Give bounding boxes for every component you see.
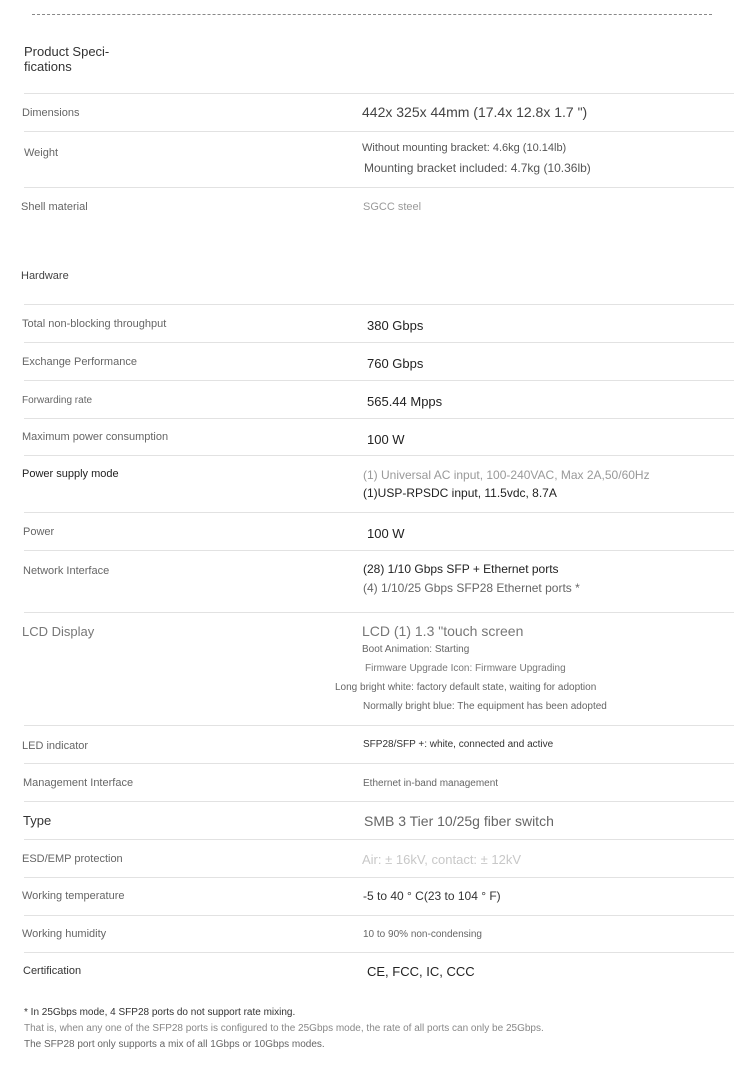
throughput-label: Total non-blocking throughput <box>22 318 167 330</box>
lcd-value-5: Normally bright blue: The equipment has been adopted <box>363 701 607 712</box>
lcd-value-3: Firmware Upgrade Icon: Firmware Upgrading <box>365 663 566 674</box>
row-divider <box>24 725 734 726</box>
temperature-value: -5 to 40 ° C(23 to 104 ° F) <box>363 889 501 903</box>
footnote-3: The SFP28 port only supports a mix of all 1Gbps or 10Gbps modes. <box>24 1039 325 1050</box>
row-divider <box>24 612 734 613</box>
esd-label: ESD/EMP protection <box>22 853 123 865</box>
row-divider <box>24 131 734 132</box>
footnote-2: That is, when any one of the SFP28 ports is configured to the 25Gbps mode, the rate of all ports can only be 25Gbps. <box>24 1023 544 1034</box>
page-title <box>24 44 144 74</box>
management-value: Ethernet in-band management <box>363 778 499 789</box>
title-line-2: fications <box>24 59 72 74</box>
row-divider <box>24 763 734 764</box>
humidity-label: Working humidity <box>22 928 107 940</box>
dashed-divider <box>32 14 712 15</box>
power-label: Power <box>23 526 55 538</box>
temperature-label: Working temperature <box>22 890 125 902</box>
led-value: SFP28/SFP +: white, connected and active <box>363 739 554 750</box>
network-value-2: (4) 1/10/25 Gbps SFP28 Ethernet ports * <box>363 581 580 595</box>
title-line-1: Product Speci- <box>24 44 110 59</box>
shell-material-label: Shell material <box>21 201 88 213</box>
lcd-value-2: Boot Animation: Starting <box>362 644 470 655</box>
throughput-value: 380 Gbps <box>367 318 424 333</box>
network-value-1: (28) 1/10 Gbps SFP + Ethernet ports <box>363 562 559 576</box>
supply-mode-label: Power supply mode <box>22 468 119 480</box>
lcd-label: LCD Display <box>22 624 95 639</box>
row-divider <box>24 801 734 802</box>
row-divider <box>24 418 734 419</box>
row-divider <box>24 839 734 840</box>
row-divider <box>24 877 734 878</box>
dimensions-label: Dimensions <box>22 107 80 119</box>
row-divider <box>24 455 734 456</box>
row-divider <box>24 915 734 916</box>
humidity-value: 10 to 90% non-condensing <box>363 929 482 940</box>
forwarding-label: Forwarding rate <box>22 395 93 406</box>
weight-value-2: Mounting bracket included: 4.7kg (10.36lb) <box>364 161 591 175</box>
footnote-1: * In 25Gbps mode, 4 SFP28 ports do not support rate mixing. <box>24 1007 296 1018</box>
supply-mode-value-2: (1)USP-RPSDC input, 11.5vdc, 8.7A <box>363 486 557 500</box>
row-divider <box>24 187 734 188</box>
type-value: SMB 3 Tier 10/25g fiber switch <box>364 813 554 829</box>
row-divider <box>24 512 734 513</box>
exchange-value: 760 Gbps <box>367 356 424 371</box>
led-label: LED indicator <box>22 740 89 752</box>
dimensions-value: 442x 325x 44mm (17.4x 12.8x 1.7 ") <box>362 104 588 120</box>
network-label: Network Interface <box>23 565 110 577</box>
row-divider <box>24 550 734 551</box>
management-label: Management Interface <box>23 777 134 789</box>
lcd-value-4: Long bright white: factory default state, waiting for adoption <box>335 682 597 693</box>
row-divider <box>24 93 734 94</box>
esd-value: Air: ± 16kV, contact: ± 12kV <box>362 852 522 867</box>
supply-mode-value-1: (1) Universal AC input, 100-240VAC, Max 2A,50/60Hz <box>363 468 650 482</box>
forwarding-value: 565.44 Mpps <box>367 394 443 409</box>
row-divider <box>24 952 734 953</box>
weight-label: Weight <box>24 147 59 159</box>
shell-material-value: SGCC steel <box>363 201 422 213</box>
certification-value: CE, FCC, IC, CCC <box>367 964 475 979</box>
row-divider <box>24 380 734 381</box>
lcd-value-1: LCD (1) 1.3 "touch screen <box>362 623 524 639</box>
weight-value-1: Without mounting bracket: 4.6kg (10.14lb) <box>362 142 567 154</box>
row-divider <box>24 304 734 305</box>
exchange-label: Exchange Performance <box>22 356 137 368</box>
row-divider <box>24 342 734 343</box>
certification-label: Certification <box>23 965 82 977</box>
hardware-heading: Hardware <box>21 270 69 282</box>
max-power-label: Maximum power consumption <box>22 431 169 443</box>
max-power-value: 100 W <box>367 432 405 447</box>
power-value: 100 W <box>367 526 405 541</box>
type-label: Type <box>23 813 52 828</box>
